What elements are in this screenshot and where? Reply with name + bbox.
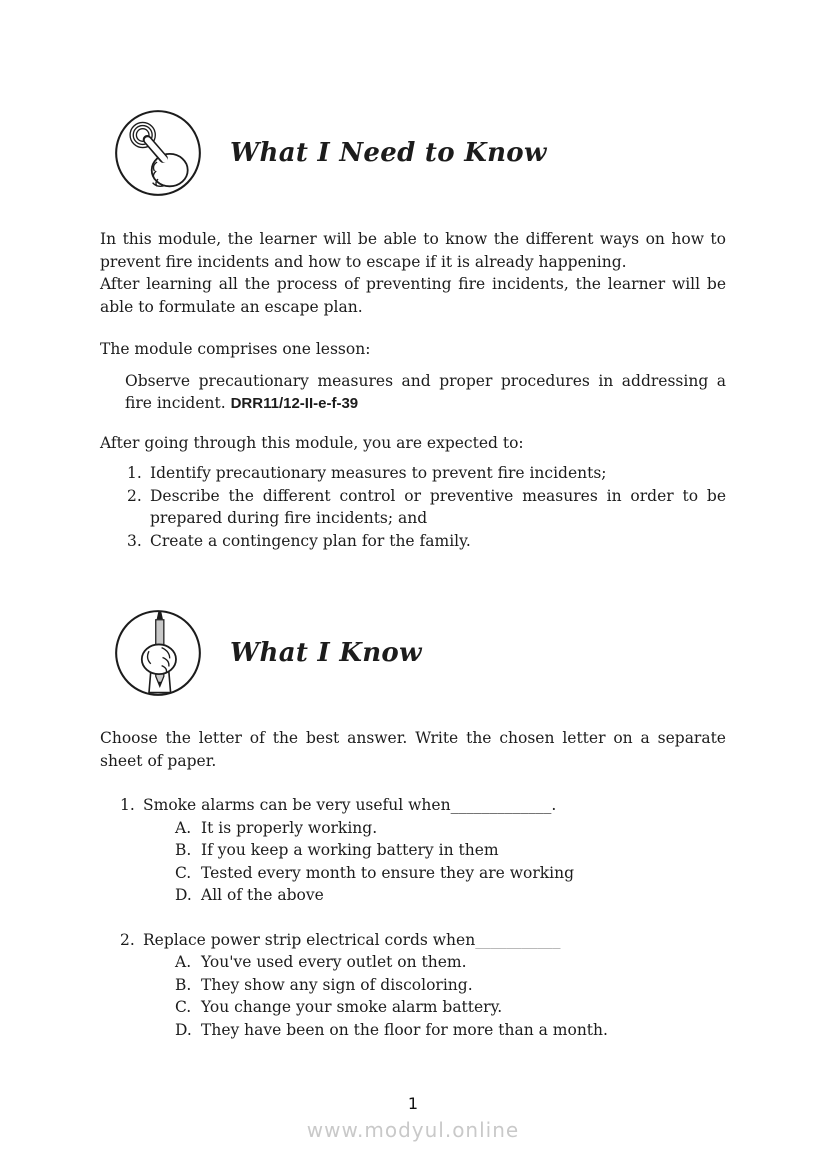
question-number: 1. [120,796,135,814]
question-2 [100,929,726,1042]
choice-text: All of the above [201,886,324,904]
choice-text: You change your smoke alarm battery. [201,998,503,1016]
choice-letter: D. [175,886,192,904]
choice-text: They show any sign of discoloring. [201,975,473,994]
choice-row [100,974,726,997]
choice-text: They have been on the floor for more than a month. [201,1020,608,1039]
objective-number: 3. [127,531,142,550]
section-header-what-i-need-to-know [100,108,726,198]
answer-blank: ___________ [475,930,561,949]
lesson-intro: The module comprises one lesson: [100,340,371,358]
objective-number: 1. [127,464,142,482]
question-1-line [100,794,726,817]
choice-letter: B. [175,841,192,859]
objective-item [100,462,726,485]
objectives-list [100,462,726,552]
page-content [0,108,826,1041]
choice-letter: C. [175,863,192,882]
choice-letter: A. [175,953,192,971]
choice-text: It is properly working. [201,818,378,837]
intro-paragraph-2: After learning all the process of preventing fire incidents, the learner will be able to formulate an escape plan. [100,275,726,316]
choice-row [100,839,726,862]
section2-title: What I Know [230,638,422,668]
question-text [143,929,560,952]
hand-pressing-button-icon [113,108,203,198]
choice-row [100,951,726,974]
question-stem: Smoke alarms can be very useful when [143,796,451,814]
lesson-description [100,370,726,416]
objectives-intro: After going through this module, you are expected to: [100,433,524,452]
section1-title: What I Need to Know [230,138,547,168]
objective-number: 2. [127,486,142,505]
choice-text: You've used every outlet on them. [201,953,467,971]
objective-text: Identify precautionary measures to prevent fire incidents; [150,464,607,482]
hand-holding-pencil-icon [113,608,203,698]
objective-item [100,530,726,553]
question-number: 2. [120,930,135,949]
page-number: 1 [407,1094,419,1113]
answer-blank: _____________ [450,796,552,814]
question-2-choices [100,951,726,1041]
choice-text: Tested every month to ensure they are working [201,863,575,882]
choice-letter: A. [175,818,192,837]
objective-item [100,485,726,530]
question-text [143,794,556,817]
choice-row [100,862,726,885]
choice-letter: B. [175,975,192,994]
choice-text: If you keep a working battery in them [201,841,499,859]
watermark-text: www.modyul.online [306,1118,520,1142]
choice-row [100,884,726,907]
intro-paragraph-1: In this module, the learner will be able to know the different ways on how to prevent fire incidents and how to escape if it is already happening. [100,230,726,271]
lesson-text: Observe precautionary measures and proper procedures in addressing a fire incident. [125,371,726,412]
choice-row [100,996,726,1019]
section-header-what-i-know [100,608,726,698]
question-1-choices [100,817,726,907]
after-blank: . [551,796,557,814]
question-2-line [100,929,726,952]
question-stem: Replace power strip electrical cords when [143,930,476,949]
choice-letter: D. [175,1020,192,1039]
choice-row [100,817,726,840]
objective-text: Describe the different control or preventive measures in order to be prepared during fire incidents; and [150,486,726,527]
choice-row [100,1019,726,1042]
choice-letter: C. [175,998,192,1016]
quiz-instructions: Choose the letter of the best answer. Write the chosen letter on a separate sheet of paper. [100,729,726,770]
question-1 [100,794,726,907]
lesson-code: DRR11/12-II-e-f-39 [230,395,359,412]
objective-text: Create a contingency plan for the family. [150,531,471,550]
